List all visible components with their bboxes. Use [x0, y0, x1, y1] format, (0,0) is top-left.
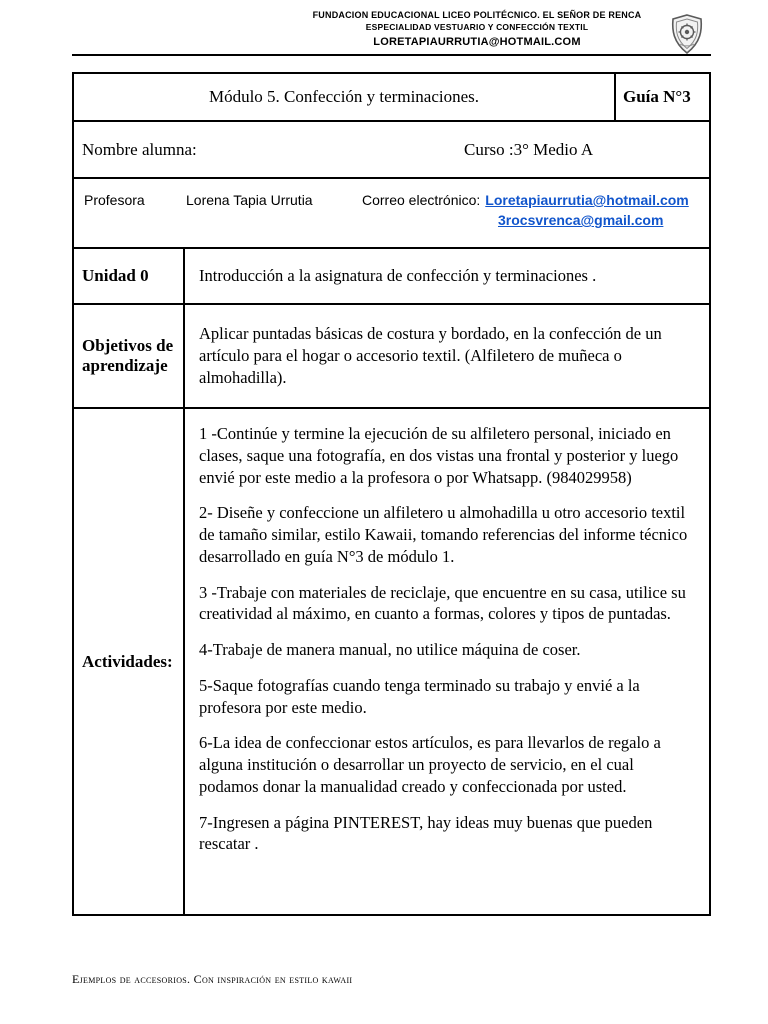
module-title: Módulo 5. Confección y terminaciones. — [208, 87, 480, 106]
objectives-text: Aplicar puntadas básicas de costura y bordado, en la confección de un artículo para el hogar o accesorio textil. (Alfiletero de muñeca o almohadilla). — [199, 324, 662, 387]
email-second-line — [498, 212, 701, 228]
unit-row — [74, 249, 709, 305]
header-divider — [72, 54, 711, 56]
teacher-line — [84, 192, 701, 208]
unit-description: Introducción a la asignatura de confección y terminaciones . — [199, 266, 597, 286]
activities-label: Actividades: — [74, 409, 185, 914]
objectives-row — [74, 305, 709, 409]
unit-label: Unidad 0 — [74, 249, 185, 303]
activity-item: 3 -Trabaje con materiales de reciclaje, que encuentre en su casa, utilice su creatividad al máximo, en cuanto a formas, colores y tipos de puntadas. — [199, 582, 686, 624]
activities-row — [74, 409, 709, 914]
school-crest-logo — [665, 12, 709, 56]
letterhead-text — [242, 10, 712, 48]
course-label: Curso :3° Medio A — [464, 140, 594, 159]
module-row — [74, 74, 709, 122]
activity-item: 4-Trabaje de manera manual, no utilice máquina de coser. — [199, 640, 581, 660]
teacher-label: Profesora — [84, 192, 145, 208]
specialty-line: ESPECIALIDAD VESTUARIO Y CONFECCIÓN TEXTIL — [365, 22, 589, 32]
header-email: LORETAPIAURRUTIA@HOTMAIL.COM — [373, 36, 581, 48]
activity-item: 1 -Continúe y termine la ejecución de su alfiletero personal, iniciado en clases, saque una fotografía, en dos vistas una frontal y posterior y luego envié por este medio a la profesora o por Whatsapp. (984029958) — [199, 424, 679, 487]
email-label: Correo electrónico: — [362, 192, 481, 208]
activity-item: 6-La idea de confeccionar estos artículos, es para llevarlos de regalo a alguna institución o desarrollar un proyecto de servicio, en el cual podamos donar la manualidad creado y confeccionada por usted. — [199, 733, 661, 796]
activities-list — [185, 409, 709, 914]
teacher-name: Lorena Tapia Urrutia — [186, 192, 313, 208]
footer-caption: Ejemplos de accesorios. Con inspiración en estilo kawaii — [72, 972, 353, 986]
institution-name: FUNDACION EDUCACIONAL LICEO POLITÉCNICO. EL SEÑOR DE RENCA — [312, 10, 642, 20]
activity-item: 2- Diseñe y confeccione un alfiletero u almohadilla u otro accesorio textil de tamaño similar, estilo Kawaii, tomando referencias del informe técnico desarrollado en guía N°3 de módulo 1. — [199, 503, 688, 566]
worksheet-table — [72, 72, 711, 916]
objectives-label: Objetivos de aprendizaje — [74, 305, 185, 407]
email-link-secondary[interactable]: 3rocsvrenca@gmail.com — [498, 212, 664, 228]
email-link-primary[interactable]: Loretapiaurrutia@hotmail.com — [485, 192, 689, 208]
student-name-label: Nombre alumna: — [82, 140, 197, 159]
guide-number-label: Guía N°3 — [614, 74, 709, 120]
letterhead — [72, 10, 711, 62]
teacher-row — [74, 179, 709, 249]
activity-item: 5-Saque fotografías cuando tenga terminado su trabajo y envié a la profesora por este medio. — [199, 675, 640, 717]
activity-item: 7-Ingresen a página PINTEREST, hay ideas muy buenas que pueden rescatar . — [199, 812, 653, 854]
student-row — [74, 122, 709, 179]
